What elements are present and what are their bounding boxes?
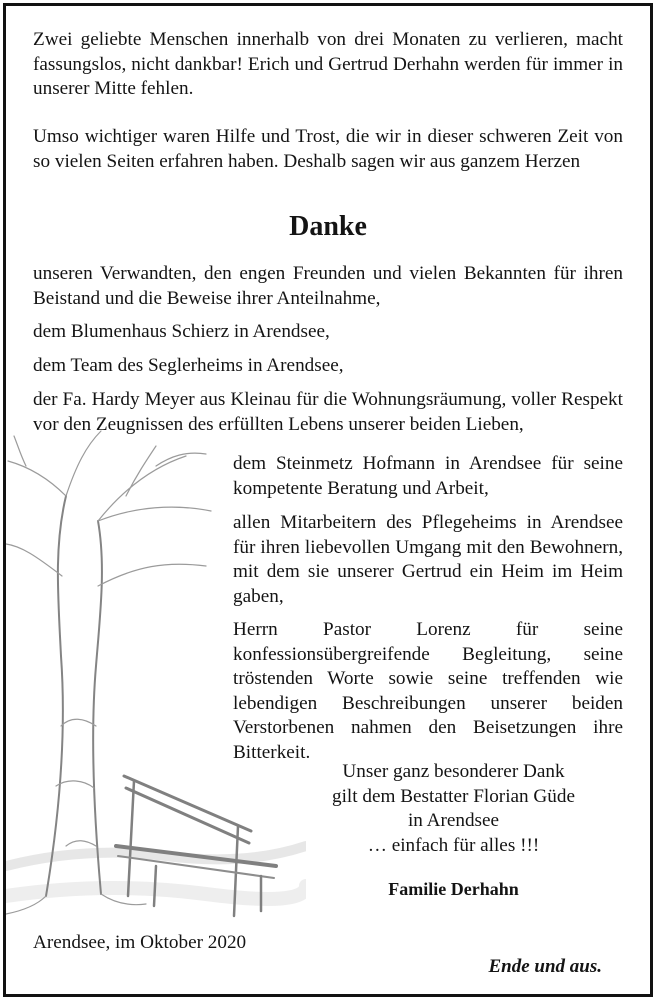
intro-paragraph-1: Zwei geliebte Menschen innerhalb von drei Monaten zu verlieren, macht fassungslos, nicht dankbar! Erich und Gertrud Derhahn werden für immer in unserer Mitte fehlen. xyxy=(33,29,623,99)
obituary-thanks-card xyxy=(3,3,653,997)
thanks-sailing-club: dem Team des Seglerheims in Arendsee, xyxy=(33,355,344,376)
closing-line: in Arendsee xyxy=(407,810,500,831)
title-danke: Danke xyxy=(289,211,367,242)
sign-off: Ende und aus. xyxy=(488,956,602,977)
thanks-stonemason: dem Steinmetz Hofmann in Arendsee für seine kompetente Beratung und Arbeit, xyxy=(233,453,623,499)
place-date: Arendsee, im Oktober 2020 xyxy=(33,932,247,953)
closing-line: gilt dem Bestatter Florian Güde xyxy=(332,785,575,807)
closing-line: Unser ganz besonderer Dank xyxy=(342,761,565,782)
thanks-moving-company: der Fa. Hardy Meyer aus Kleinau für die Wohnungsräumung, voller Respekt vor den Zeugnissen des erfüllten Lebens unserer beiden Lieben, xyxy=(33,389,623,435)
closing-thanks xyxy=(266,760,641,858)
intro-paragraph-2: Umso wichtiger waren Hilfe und Trost, die wir in dieser schweren Zeit von so vielen Seiten erfahren haben. Deshalb sagen wir aus ganzem Herzen xyxy=(33,126,623,172)
signature: Familie Derhahn xyxy=(388,879,519,899)
closing-line: … einfach für alles !!! xyxy=(367,834,540,856)
thanks-relatives: unseren Verwandten, den engen Freunden und vielen Bekannten für ihren Beistand und die Beweise ihrer Anteilnahme, xyxy=(33,263,623,309)
thanks-care-home: allen Mitarbeitern des Pflegeheims in Arendsee für ihren liebevollen Umgang mit den Bewohnern, mit dem sie unserer Gertrud ein Heim im Heim gaben, xyxy=(233,512,623,607)
thanks-florist: dem Blumenhaus Schierz in Arendsee, xyxy=(33,321,330,342)
thanks-pastor: Herrn Pastor Lorenz für seine konfessionsübergreifende Begleitung, seine tröstenden Worte sowie seine treffenden wie lebendigen Beschreibungen unserer beiden Verstorbenen nahmen den Beisetzungen ihre Bitterkeit. xyxy=(233,619,623,763)
